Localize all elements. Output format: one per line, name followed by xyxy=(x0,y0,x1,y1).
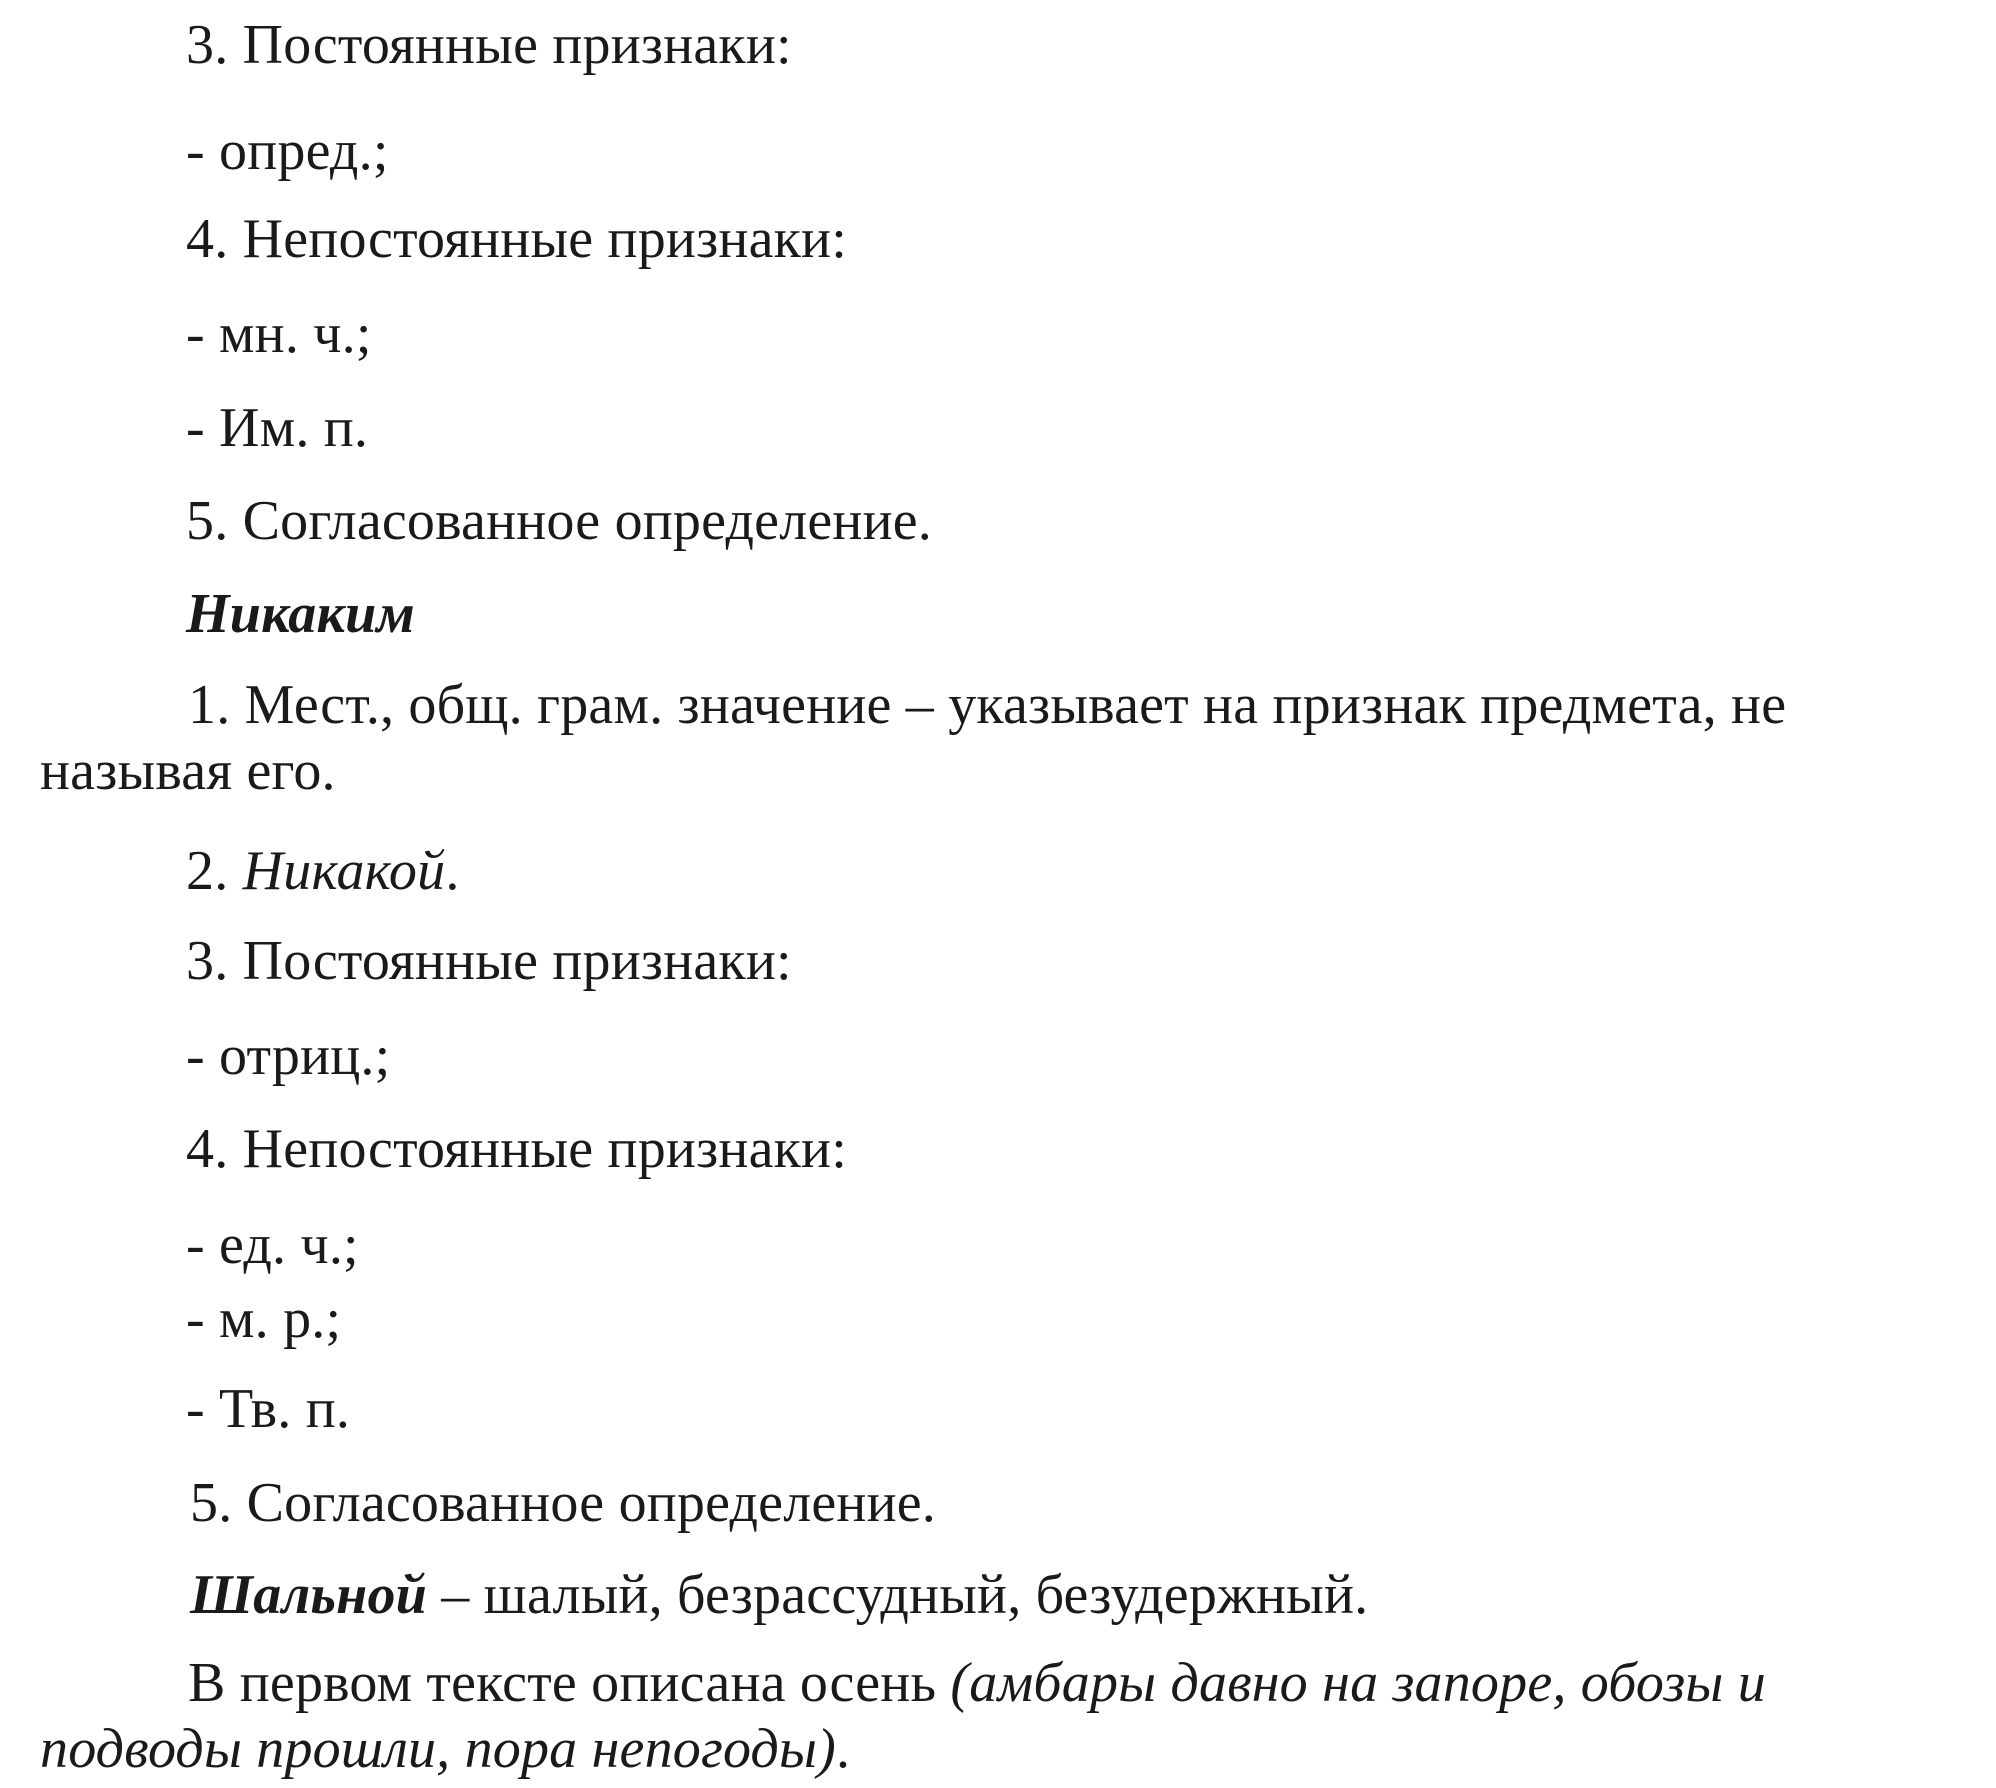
nonconst-feature-item: - Тв. п. xyxy=(186,1378,351,1440)
agreed-definition-1: 5. Согласованное определение. xyxy=(186,490,932,552)
word-heading-nikakim: Никаким xyxy=(186,583,415,645)
agreed-definition-2: 5. Согласованное определение. xyxy=(190,1472,936,1534)
initial-form-end: . xyxy=(445,840,460,902)
nonconst-feature-item: - м. р.; xyxy=(186,1288,342,1350)
const-feature-item: - опред.; xyxy=(186,120,389,182)
initial-form-word: Никакой xyxy=(242,840,446,902)
nonconst-feature-item: - мн. ч.; xyxy=(186,303,372,365)
initial-form-line xyxy=(186,838,460,904)
nonconst-features-heading-1: 4. Непостоянные признаки: xyxy=(186,208,847,270)
const-features-heading-1: 3. Постоянные признаки: xyxy=(186,14,792,76)
shalnoy-definition-line xyxy=(190,1562,1368,1628)
conclusion-text: В первом тексте описана осень xyxy=(188,1652,951,1714)
nonconst-feature-item: - ед. ч.; xyxy=(186,1214,359,1276)
nonconst-features-heading-2: 4. Непостоянные признаки: xyxy=(186,1118,847,1180)
word-shalnoy: Шальной xyxy=(190,1564,428,1626)
const-features-heading-2: 3. Постоянные признаки: xyxy=(186,930,792,992)
const-feature-item: - отриц.; xyxy=(186,1025,391,1087)
conclusion-end: . xyxy=(836,1718,851,1780)
initial-form-number: 2. xyxy=(186,840,243,902)
conclusion-quote: (амбары давно на запоре, обозы и подводы прошли, пора непогоды) xyxy=(40,1652,1766,1780)
paragraph-pos-meaning: 1. Мест., общ. грам. значение – указывает на признак предмета, не называя его. xyxy=(40,674,1787,802)
conclusion-paragraph xyxy=(40,1650,1920,1782)
nonconst-feature-item: - Им. п. xyxy=(186,397,369,459)
shalnoy-definition: – шалый, безрассудный, безудержный. xyxy=(427,1564,1369,1626)
